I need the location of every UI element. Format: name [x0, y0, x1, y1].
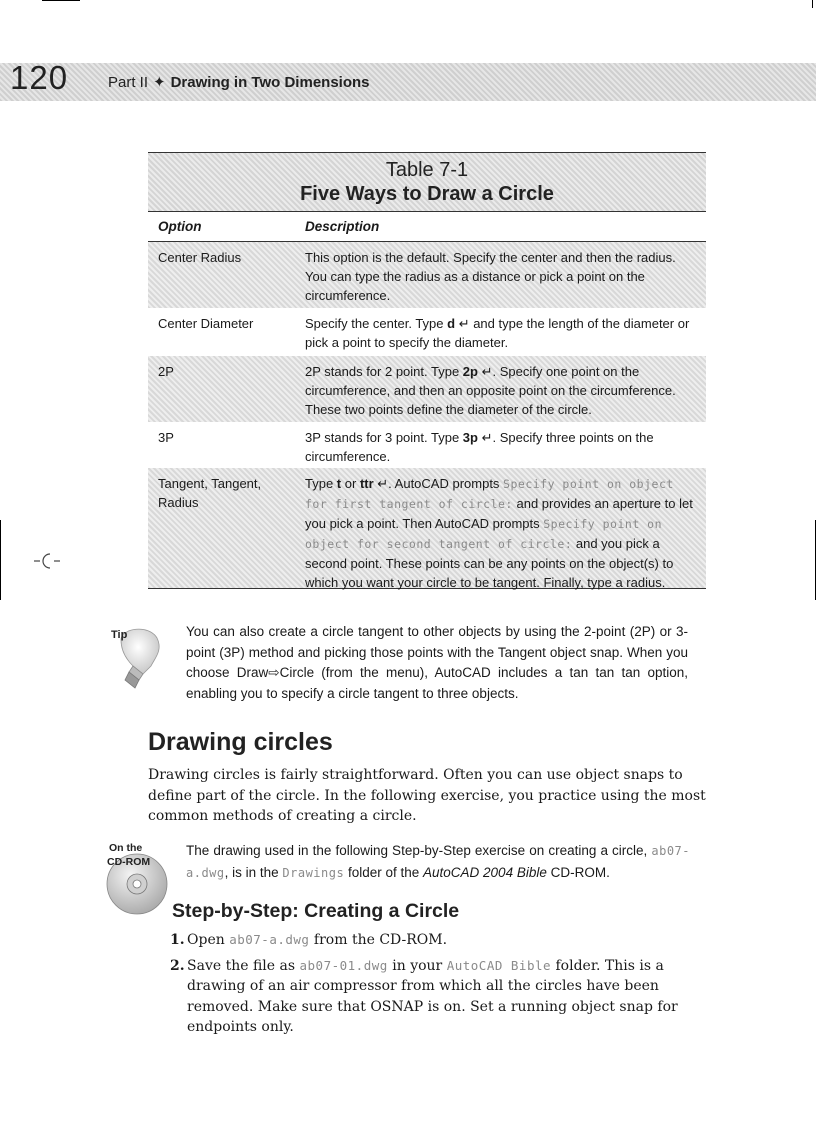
row-description: Type t or ttr ↵. AutoCAD prompts Specify point on object for first tangent of circle: and provides an aperture to let you pick a point. Then AutoCAD prompts Specify point on object for second tangent of circle: and you pick a second point. These points can be any points on the object(s) to which you want your circle to be tangent. Finally, type a radius.	[305, 476, 693, 590]
step-by-step-heading: Step-by-Step: Creating a Circle	[172, 900, 460, 922]
folder-name: Drawings	[282, 866, 345, 880]
svg-text:On the: On the	[109, 842, 143, 854]
crop-mark-top-right	[812, 0, 813, 8]
running-head-text	[108, 73, 370, 91]
table-number: Table 7-1	[385, 159, 469, 181]
row-description: 2P stands for 2 point. Type 2p ↵. Specify one point on the circumference, and then an opposite point on the circumference. These two points define the diameter of the circle.	[305, 364, 676, 417]
diamond-icon: ✦	[153, 74, 166, 91]
page-number: 120	[10, 59, 69, 96]
table-row	[148, 242, 706, 308]
svg-text:Tip: Tip	[111, 629, 128, 641]
body-paragraph: Drawing circles is fairly straightforward. Often you can use object snaps to define part of the circle. In the following exercise, you practice using the most common methods of creating a circle.	[148, 767, 706, 824]
row-option: Center Diameter	[158, 316, 254, 331]
step-list	[170, 930, 710, 1043]
table-title: Five Ways to Draw a Circle	[300, 183, 554, 205]
book-title: AutoCAD 2004 Bible	[423, 865, 547, 880]
section-heading: Drawing circles	[148, 728, 333, 756]
list-item: 2. Save the file as ab07-01.dwg in your AutoCAD Bible folder. This is a drawing of an air compressor from which all the circles have been removed. Make sure that OSNAP is on. Set a running object snap for endpoints only.	[170, 957, 678, 1035]
command-prompt: Specify point on object for first tangent of circle:	[305, 477, 674, 511]
registration-mark-icon	[34, 550, 60, 572]
menu-arrow-icon: ⇨	[268, 665, 280, 680]
table-row	[148, 356, 706, 422]
list-item: 1. Open ab07-a.dwg from the CD-ROM.	[170, 930, 710, 951]
row-option: Tangent, Tangent, Radius	[158, 476, 262, 510]
crop-mark-left	[0, 520, 1, 600]
table-row	[148, 468, 706, 589]
table-row	[148, 308, 706, 356]
crop-mark-top-left	[42, 0, 80, 1]
table-caption	[148, 152, 706, 212]
row-description: Specify the center. Type d ↵ and type the length of the diameter or pick a point to specify the diameter.	[305, 316, 690, 350]
step-number: 2.	[170, 957, 185, 974]
file-name: ab07-01.dwg	[299, 957, 388, 973]
part-label: Part II	[108, 74, 149, 91]
command-prompt: Specify point on object for second tangent of circle:	[305, 517, 663, 551]
column-header-option: Option	[158, 219, 202, 234]
lightbulb-icon	[103, 622, 173, 694]
folder-name: AutoCAD Bible	[446, 957, 552, 973]
row-option: 3P	[158, 430, 174, 445]
cd-rom-note: The drawing used in the following Step-by-Step exercise on creating a circle, ab07-a.dwg, is in the Drawings folder of the AutoCAD 2004 Bible CD-ROM.	[186, 843, 690, 880]
running-header	[0, 59, 816, 101]
step-number: 1.	[170, 932, 185, 948]
table-column-headers	[148, 212, 706, 242]
row-description: This option is the default. Specify the center and then the radius. You can type the radius as a distance or pick a point on the circumference.	[305, 250, 676, 303]
circle-methods-table	[148, 152, 706, 589]
column-header-description: Description	[305, 219, 380, 234]
cd-rom-icon	[97, 838, 177, 918]
file-name: ab07-a.dwg	[186, 844, 690, 880]
tip-text: You can also create a circle tangent to other objects by using the 2-point (2P) or 3-point (3P) method and picking those points with the Tangent object snap. When you choose Draw⇨Circle (from the menu), AutoCAD includes a tan tan tan option, enabling you to specify a circle tangent to three objects.	[186, 624, 688, 701]
table-row	[148, 422, 706, 468]
row-option: Center Radius	[158, 250, 242, 265]
row-description: 3P stands for 3 point. Type 3p ↵. Specify three points on the circumference.	[305, 430, 654, 464]
svg-text:CD-ROM: CD-ROM	[107, 856, 151, 868]
row-option: 2P	[158, 364, 174, 379]
file-name: ab07-a.dwg	[229, 932, 310, 947]
chapter-title: Drawing in Two Dimensions	[170, 74, 370, 91]
